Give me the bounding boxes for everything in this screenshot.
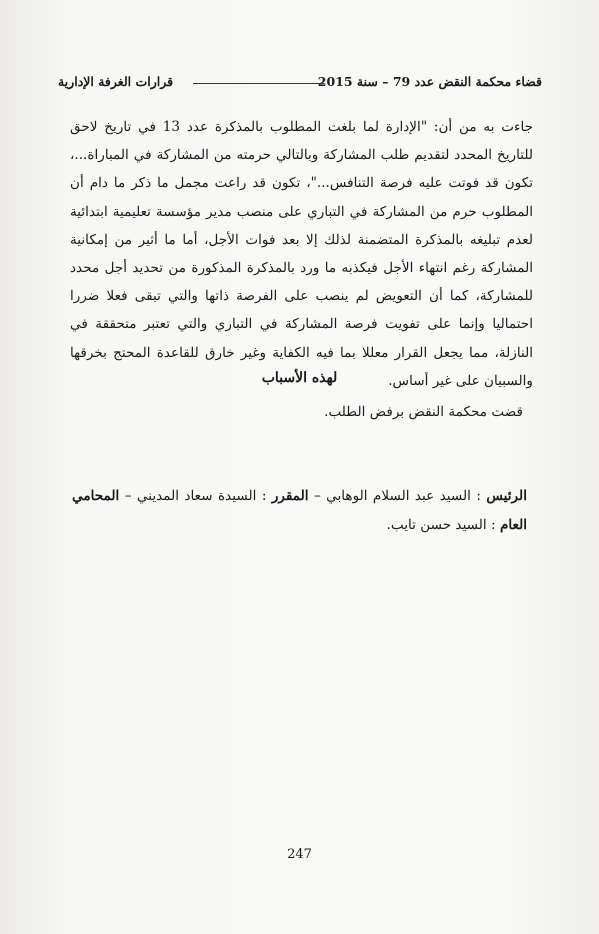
advocate-name: : السيد حسن تايب. <box>386 517 496 533</box>
judgment-text <box>70 113 533 395</box>
ruling-text: قضت محكمة النقض برفض الطلب. <box>324 404 523 420</box>
header-rule <box>193 83 324 84</box>
page-number: 247 <box>287 847 312 862</box>
president-label: الرئيس <box>486 488 527 504</box>
reasons-heading: لهذه الأسباب <box>261 370 338 386</box>
rapporteur-name: : السيدة سعاد المديني – <box>124 488 267 504</box>
judgment-paragraph: جاءت به من أن: "الإدارة لما بلغت المطلوب بالمذكرة عدد 13 في تاريخ لاحق للتاريخ المحدد لتقديم طلب المشاركة وبالتالي حرمته من المشاركة في المباراة...، تكون قد فوتت عليه فرصة التنافس..."، تكون قد راعت مجمل ما ذكر ما دام أن المطلوب حرم من المشاركة في التباري على منصب مدير مؤسسة تعليمية ابتدائية لعدم تبليغه بالمذكرة المتضمنة لذلك إلا بعد فوات الأجل، أما ما أثير من إمكانية المشاركة رغم انتهاء الأجل فيكذبه ما ورد بالمذكرة المذكورة من تحديد أجل محدد للمشاركة، كما أن التعويض لم ينصب على الفرصة ذاتها والتي تبقى فعلا ضررا احتماليا وإنما على تفويت فرصة المشاركة في التباري والتي تعتبر متحققة في النازلة، مما يجعل القرار معللا بما فيه الكفاية وغير خارق للقاعدة المحتج بخرقها والسبيان على غير أساس. <box>70 119 533 389</box>
section-title: قرارات الغرفة الإدارية <box>58 74 174 89</box>
court-composition <box>72 482 527 540</box>
journal-title: قضاء محكمة النقض عدد 79 – سنة 2015 <box>317 74 542 89</box>
running-header <box>58 74 542 94</box>
president-name: : السيد عبد السلام الوهابي – <box>313 488 481 504</box>
rapporteur-label: المقرر <box>271 488 309 504</box>
advocate-label: المحامي العام <box>72 488 527 533</box>
